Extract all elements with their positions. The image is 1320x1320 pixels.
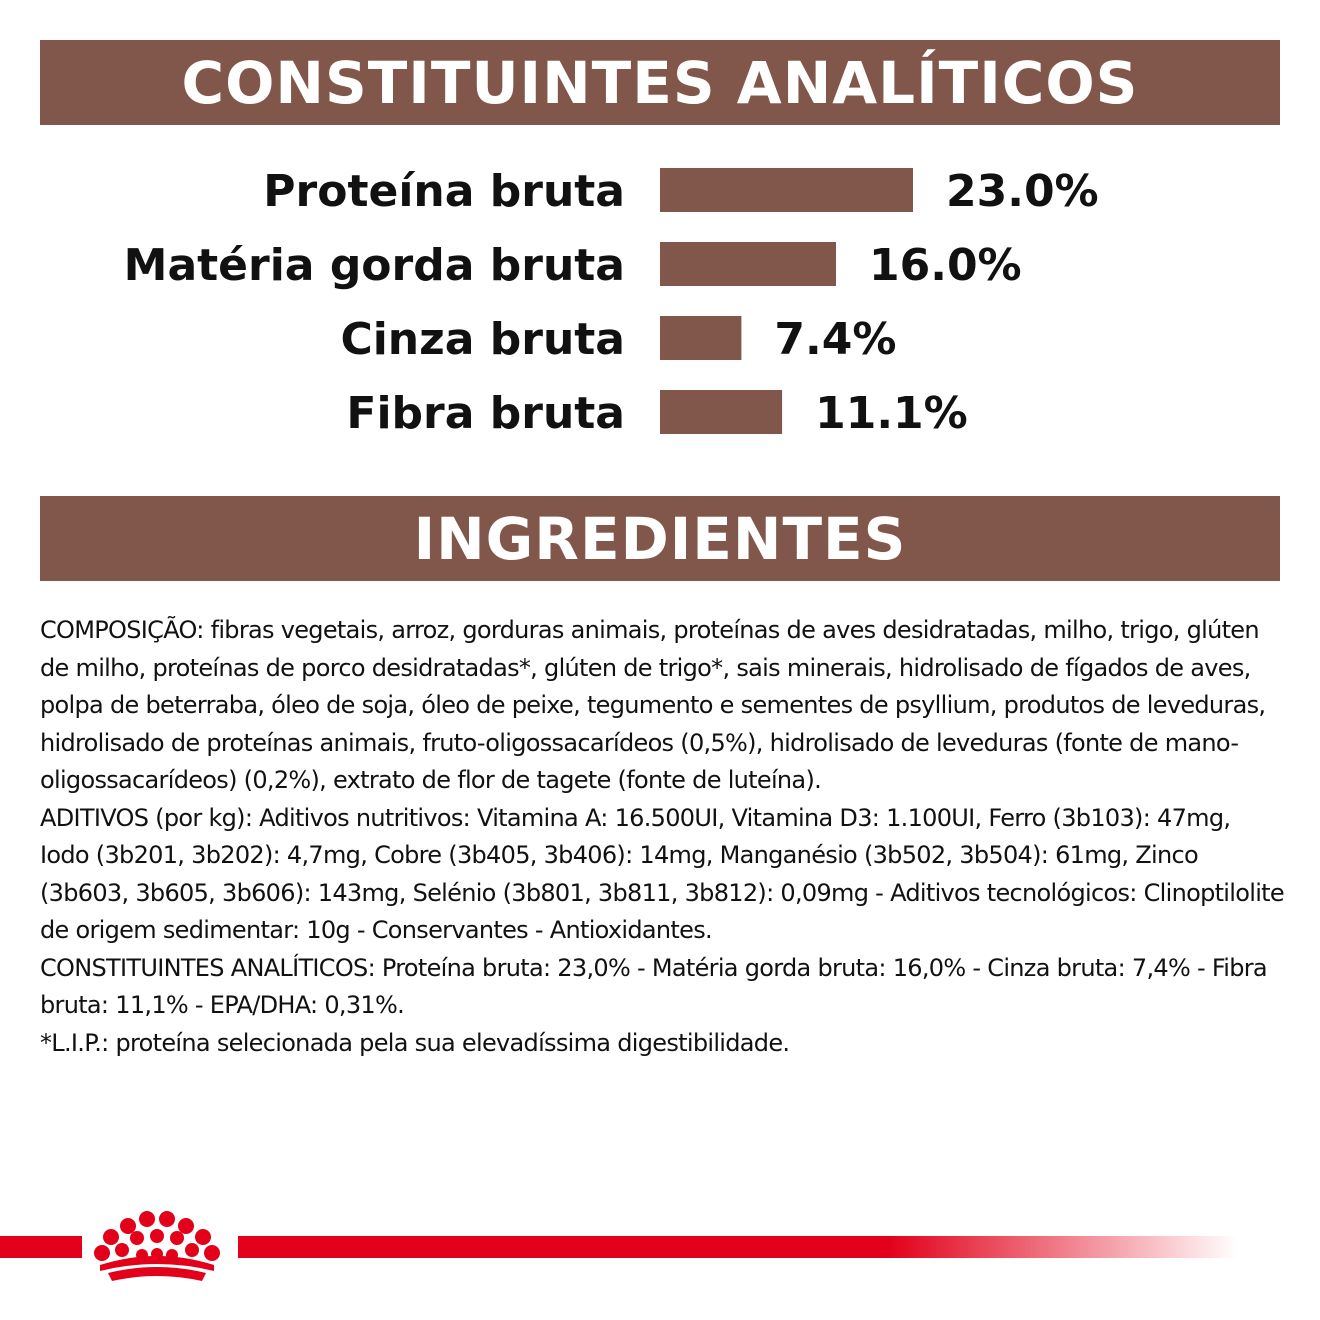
- bar-label-3: Fibra bruta: [346, 388, 625, 439]
- bar-value-label-2: 7.4%: [774, 314, 897, 365]
- analytic-constituents-banner: [40, 40, 1280, 125]
- bar-2: [660, 316, 741, 360]
- analytic-constituents-chart: [0, 150, 1320, 450]
- analytic-constituents-paragraph: CONSTITUINTES ANALÍTICOS: Proteína bruta: 23,0% - Matéria gorda bruta: 16,0% - Cinza bruta: 7,4% - Fibra bruta: 11,1% - EPA/DHA: 0,31%.: [40, 953, 1267, 1019]
- additives-paragraph: ADITIVOS (por kg): Aditivos nutritivos: Vitamina A: 16.500UI, Vitamina D3: 1.100UI, Ferro (3b103): 47mg, Iodo (3b201, 3b202): 4,7mg, Cobre (3b405, 3b406): 14mg, Manganésio (3b502, 3b504): 61mg, Zinco (3b603, 3b605, 3b606): 143mg, Selénio (3b801, 3b811, 3b812): 0,09mg - Aditivos tecnológicos: Clinoptilolite de origem sedimentar: 10g - Conservantes - Antioxidantes.: [40, 803, 1284, 944]
- ingredients-title: INGREDIENTES: [413, 504, 907, 573]
- bar-3: [660, 390, 782, 434]
- footer-red-line-left: [0, 1236, 82, 1258]
- royal-canin-crown-icon: [90, 1205, 230, 1287]
- bar-value-label-1: 16.0%: [869, 240, 1022, 291]
- ingredients-text: [40, 612, 1285, 1062]
- bar-label-2: Cinza bruta: [340, 314, 625, 365]
- bar-label-1: Matéria gorda bruta: [123, 240, 625, 291]
- bar-value-label-3: 11.1%: [815, 388, 968, 439]
- footer-red-line-right: [238, 1236, 1238, 1258]
- lip-footnote: *L.I.P.: proteína selecionada pela sua elevadíssima digestibilidade.: [40, 1028, 790, 1057]
- bar-0: [660, 168, 913, 212]
- composition-paragraph: COMPOSIÇÃO: fibras vegetais, arroz, gorduras animais, proteínas de aves desidratadas, milho, trigo, glúten de milho, proteínas de porco desidratadas*, glúten de trigo*, sais minerais, hidrolisado de fígados de aves, polpa de beterraba, óleo de soja, óleo de peixe, tegumento e sementes de psyllium, produtos de leveduras, hidrolisado de proteínas animais, fruto-oligossacarídeos (0,5%), hidrolisado de leveduras (fonte de mano-oligossacarídeos) (0,2%), extrato de flor de tagete (fonte de luteína).: [40, 616, 1266, 794]
- bar-value-label-0: 23.0%: [946, 166, 1099, 217]
- bar-1: [660, 242, 836, 286]
- ingredients-banner: [40, 496, 1280, 581]
- bar-label-0: Proteína bruta: [263, 166, 625, 217]
- analytic-constituents-title: CONSTITUINTES ANALÍTICOS: [181, 48, 1139, 117]
